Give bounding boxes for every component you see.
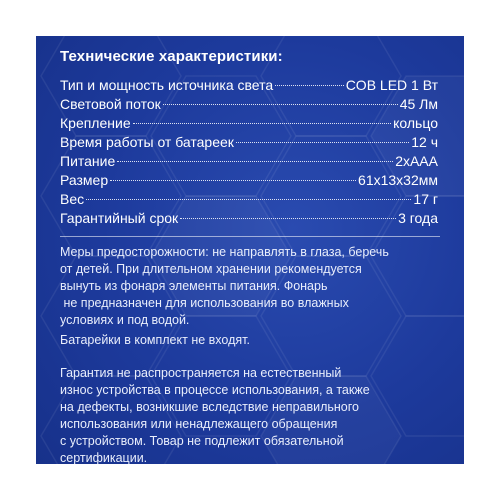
batteries-line: Батарейки в комплект не входят.	[60, 333, 250, 347]
spec-row-power	[60, 153, 438, 173]
spec-row-warranty	[60, 210, 438, 230]
dot-leader	[180, 218, 396, 219]
caution-line: не предназначен для использования во влажных	[60, 296, 349, 310]
spec-label: Тип и мощность источника света	[60, 77, 274, 93]
spec-row-battery-time	[60, 134, 438, 154]
spec-value: 17 г	[413, 191, 438, 207]
caution-line: условиях и под водой.	[60, 313, 190, 327]
dot-leader	[275, 85, 344, 86]
spec-label: Вес	[60, 191, 85, 207]
spec-heading: Технические характеристики:	[60, 48, 283, 65]
spec-label: Размер	[60, 172, 109, 188]
caution-paragraph	[60, 244, 450, 329]
caution-line: вынуть из фонаря элементы питания. Фонарь	[60, 279, 328, 293]
spec-row-mount	[60, 115, 438, 135]
warranty-line: с устройством. Товар не подлежит обязательной	[60, 434, 344, 448]
spec-value: 3 года	[398, 210, 438, 226]
spec-value: кольцо	[393, 115, 438, 131]
dot-leader	[117, 161, 393, 162]
spec-value: COB LED 1 Вт	[345, 77, 438, 93]
dot-leader	[110, 180, 356, 181]
spec-label: Питание	[60, 153, 116, 169]
warranty-paragraph	[60, 365, 450, 464]
warranty-line: износ устройства в процессе использования, а также	[60, 383, 370, 397]
spec-card	[36, 36, 464, 464]
batteries-note	[60, 332, 450, 349]
spec-value: 2хААА	[395, 153, 438, 169]
spec-value: 61х13х32мм	[358, 172, 438, 188]
section-divider	[60, 236, 440, 237]
spec-row-light-source	[60, 77, 438, 97]
dot-leader	[133, 123, 392, 124]
caution-line: Меры предосторожности: не направлять в глаза, беречь	[60, 245, 389, 259]
warranty-line: использования или ненадлежащего обращения	[60, 417, 338, 431]
spec-value: 45 Лм	[399, 96, 438, 112]
spec-value: 12 ч	[411, 134, 438, 150]
spec-label: Время работы от батареек	[60, 134, 234, 150]
dot-leader	[236, 142, 409, 143]
spec-label: Световой поток	[60, 96, 161, 112]
dot-leader	[86, 199, 411, 200]
caution-line: от детей. При длительном хранении рекомендуется	[60, 262, 362, 276]
spec-row-weight	[60, 191, 438, 211]
spec-label: Крепление	[60, 115, 131, 131]
warranty-line: Гарантия не распространяется на естественный	[60, 366, 342, 380]
warranty-line: сертификации.	[60, 451, 148, 464]
spec-row-size	[60, 172, 438, 192]
spec-label: Гарантийный срок	[60, 210, 179, 226]
warranty-line: на дефекты, возникшие вследствие неправильного	[60, 400, 359, 414]
dot-leader	[163, 104, 398, 105]
spec-row-luminous-flux	[60, 96, 438, 116]
